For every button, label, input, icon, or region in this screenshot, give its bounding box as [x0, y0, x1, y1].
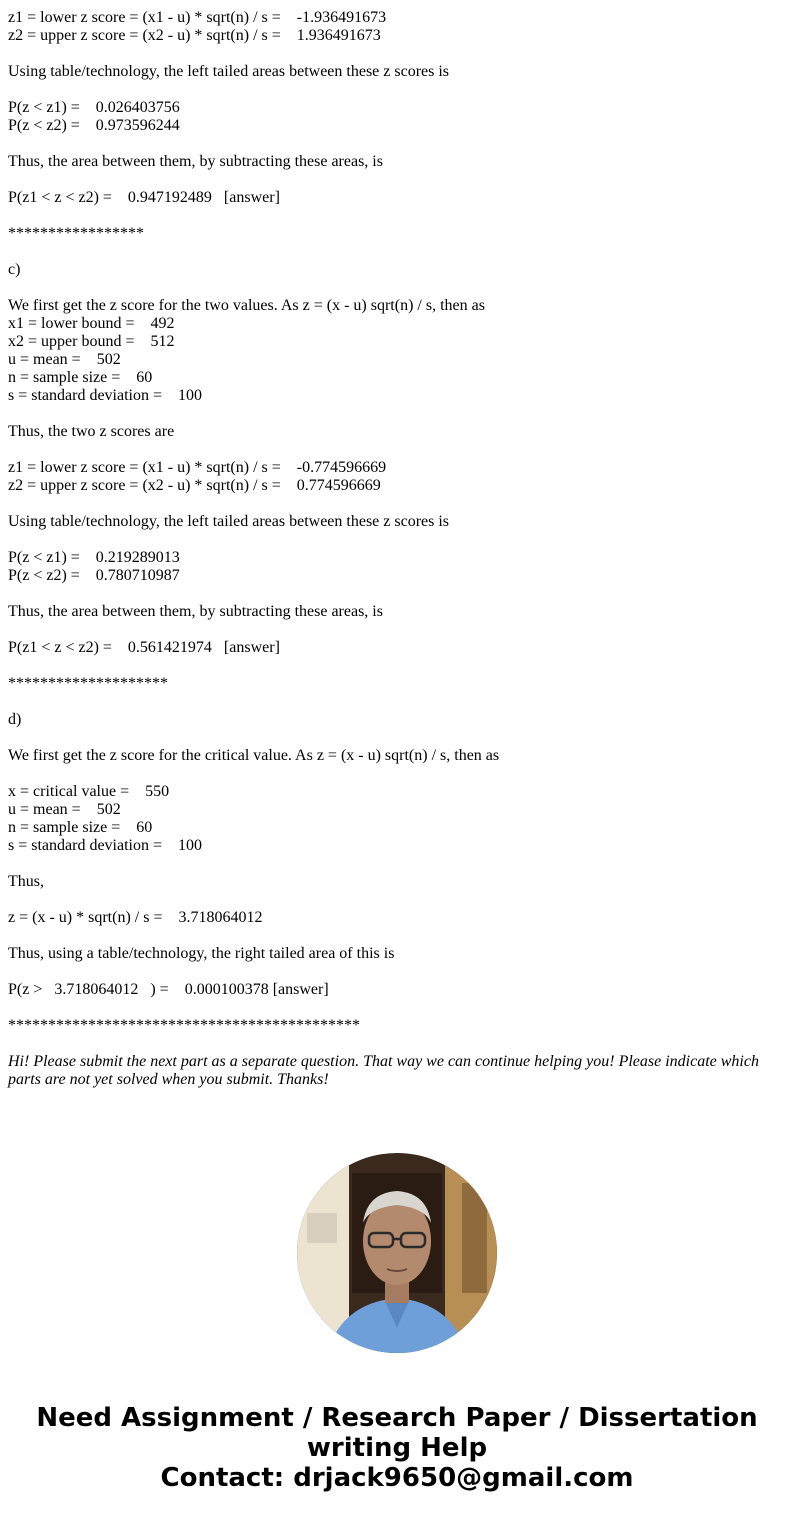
z1-line: z1 = lower z score = (x1 - u) * sqrt(n) / s = -0.774596669 — [8, 459, 387, 476]
right-tail-text: Thus, using a table/technology, the right tailed area of this is — [8, 945, 395, 962]
avatar-wall-left — [297, 1153, 349, 1353]
z1-line: z1 = lower z score = (x1 - u) * sqrt(n) / s = -1.936491673 — [8, 9, 387, 26]
n-line: n = sample size = 60 — [8, 819, 153, 836]
footer-line-2: writing Help — [306, 1433, 488, 1463]
p2-line: P(z < z2) = 0.780710987 — [8, 567, 180, 584]
avatar-carving — [462, 1183, 487, 1293]
separator: ******************** — [8, 675, 168, 692]
subtract-text: Thus, the area between them, by subtracting these areas, is — [8, 603, 383, 620]
submit-note: Hi! Please submit the next part as a separate question. That way we can continue helping you! Please indicate which parts are not yet solved when you submit. Thanks! — [8, 1053, 759, 1088]
answer-line: P(z > 3.718064012 ) = 0.000100378 [answer] — [8, 981, 329, 998]
two-z-text: Thus, the two z scores are — [8, 423, 175, 440]
subtract-text: Thus, the area between them, by subtracting these areas, is — [8, 153, 383, 170]
part-c-label: c) — [8, 261, 21, 278]
n-line: n = sample size = 60 — [8, 369, 153, 386]
part-c-intro: We first get the z score for the two values. As z = (x - u) sqrt(n) / s, then as — [8, 297, 485, 314]
thus-text: Thus, — [8, 873, 44, 890]
avatar-switchboard — [307, 1213, 337, 1243]
answer-line: P(z1 < z < z2) = 0.561421974 [answer] — [8, 639, 280, 656]
part-d-intro: We first get the z score for the critical value. As z = (x - u) sqrt(n) / s, then as — [8, 747, 500, 764]
x-line: x = critical value = 550 — [8, 783, 170, 800]
p1-line: P(z < z1) = 0.026403756 — [8, 99, 180, 116]
x2-line: x2 = upper bound = 512 — [8, 333, 175, 350]
table-text: Using table/technology, the left tailed areas between these z scores is — [8, 63, 450, 80]
part-d-label: d) — [8, 711, 22, 728]
p2-line: P(z < z2) = 0.973596244 — [8, 117, 180, 134]
z2-line: z2 = upper z score = (x2 - u) * sqrt(n) / s = 1.936491673 — [8, 27, 381, 44]
table-text: Using table/technology, the left tailed areas between these z scores is — [8, 513, 450, 530]
author-avatar — [297, 1153, 497, 1353]
s-line: s = standard deviation = 100 — [8, 387, 203, 404]
separator: ******************************************** — [8, 1017, 360, 1034]
footer-line-1: Need Assignment / Research Paper / Dissertation — [36, 1403, 758, 1433]
separator: ***************** — [8, 225, 144, 242]
solution-text — [8, 9, 778, 1089]
answer-line: P(z1 < z < z2) = 0.947192489 [answer] — [8, 189, 280, 206]
z-line: z = (x - u) * sqrt(n) / s = 3.718064012 — [8, 909, 263, 926]
footer-line-3: Contact: drjack9650@gmail.com — [160, 1463, 634, 1493]
z2-line: z2 = upper z score = (x2 - u) * sqrt(n) / s = 0.774596669 — [8, 477, 381, 494]
footer-contact — [0, 1403, 794, 1493]
x1-line: x1 = lower bound = 492 — [8, 315, 175, 332]
p1-line: P(z < z1) = 0.219289013 — [8, 549, 180, 566]
s-line: s = standard deviation = 100 — [8, 837, 203, 854]
avatar-portrait — [297, 1153, 497, 1353]
u-line: u = mean = 502 — [8, 351, 121, 368]
u-line: u = mean = 502 — [8, 801, 121, 818]
